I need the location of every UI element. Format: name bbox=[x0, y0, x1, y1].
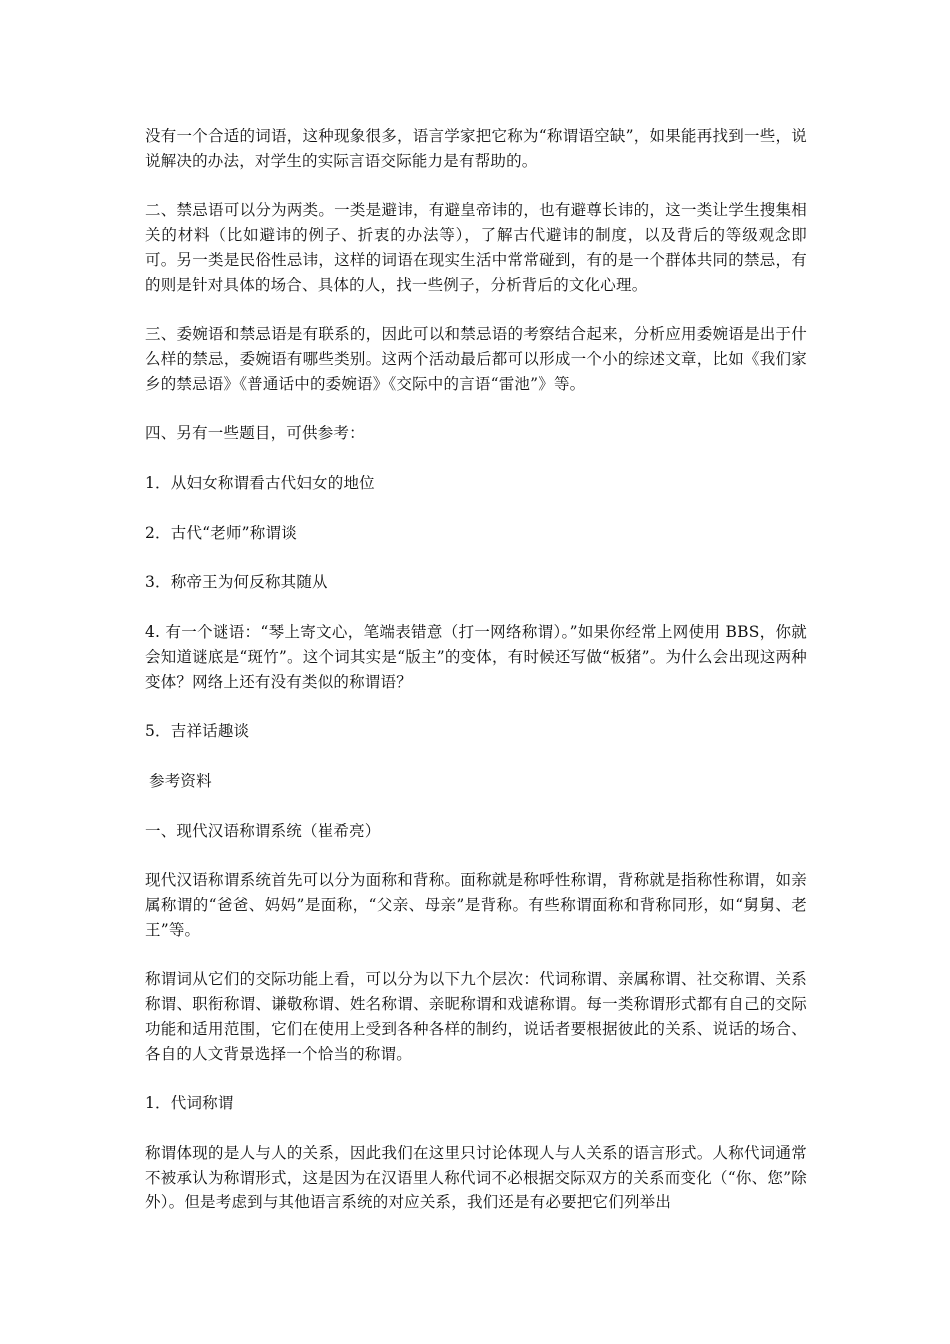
paragraph-pronoun-appellation: 称谓体现的是人与人的关系，因此我们在这里只讨论体现人与人关系的语言形式。人称代词通常不被承认为称谓形式，这是因为在汉语里人称代词不必根据交际双方的关系而变化（“你、您”除外）。但是考虑到与其他语言系统的对应关系，我们还是有必要把它们列举出 bbox=[145, 1143, 807, 1212]
section-heading-appellation-system: 一、现代汉语称谓系统（崔希亮） bbox=[145, 821, 381, 840]
paragraph-taboo-types: 二、禁忌语可以分为两类。一类是避讳，有避皇帝讳的，也有避尊长讳的，这一类让学生搜集相关的材料（比如避讳的例子、折衷的办法等），了解古代避讳的制度，以及背后的等级观念即可。另一类是民俗性忌讳，这样的词语在现实生活中常常碰到，有的是一个群体共同的禁忌，有的则是针对具体的场合、具体的人，找一些例子，分析背后的文化心理。 bbox=[145, 201, 807, 294]
paragraph-nine-levels: 称谓词从它们的交际功能上看，可以分为以下九个层次：代词称谓、亲属称谓、社交称谓、关系称谓、职衔称谓、谦敬称谓、姓名称谓、亲昵称谓和戏谑称谓。每一类称谓形式都有自己的交际功能和适用范围，它们在使用上受到各种各样的制约，说话者要根据彼此的关系、说话的场合、各自的人文背景选择一个恰当的称谓。 bbox=[145, 970, 807, 1063]
subheading-pronoun-appellation: 1．代词称谓 bbox=[145, 1094, 234, 1113]
topic-item-5: 5．吉祥话趣谈 bbox=[145, 722, 250, 741]
topic-item-3: 3．称帝王为何反称其随从 bbox=[145, 573, 328, 592]
paragraph-appellation-gap: 没有一个合适的词语，这种现象很多，语言学家把它称为“称谓语空缺”，如果能再找到一些，说说解决的办法，对学生的实际言语交际能力是有帮助的。 bbox=[145, 127, 807, 170]
paragraph-other-topics: 四、另有一些题目，可供参考： bbox=[145, 424, 365, 443]
topic-item-2: 2．古代“老师”称谓谈 bbox=[145, 523, 297, 542]
paragraph-euphemism: 三、委婉语和禁忌语是有联系的，因此可以和禁忌语的考察结合起来，分析应用委婉语是出于什么样的禁忌，委婉语有哪些类别。这两个活动最后都可以形成一个小的综述文章，比如《我们家乡的禁忌语》《普通话中的委婉语》《交际中的言语“雷池”》等。 bbox=[145, 325, 807, 393]
document-page bbox=[145, 124, 807, 1240]
paragraph-face-back-address: 现代汉语称谓系统首先可以分为面称和背称。面称就是称呼性称谓，背称就是指称性称谓，如亲属称谓的“爸爸、妈妈”是面称，“父亲、母亲”是背称。有些称谓面称和背称同形，如“舅舅、老王”等。 bbox=[145, 871, 807, 939]
reference-heading: 参考资料 bbox=[149, 771, 212, 790]
topic-item-1: 1．从妇女称谓看古代妇女的地位 bbox=[145, 474, 375, 493]
topic-item-4: 4. 有一个谜语：“琴上寄文心，笔端表错意（打一网络称谓）。”如果你经常上网使用 BBS，你就会知道谜底是“斑竹”。这个词其实是“版主”的变体，有时候还写做“板猪”。为什么会出现这两种变体？网络上还有没有类似的称谓语？ bbox=[145, 623, 807, 691]
